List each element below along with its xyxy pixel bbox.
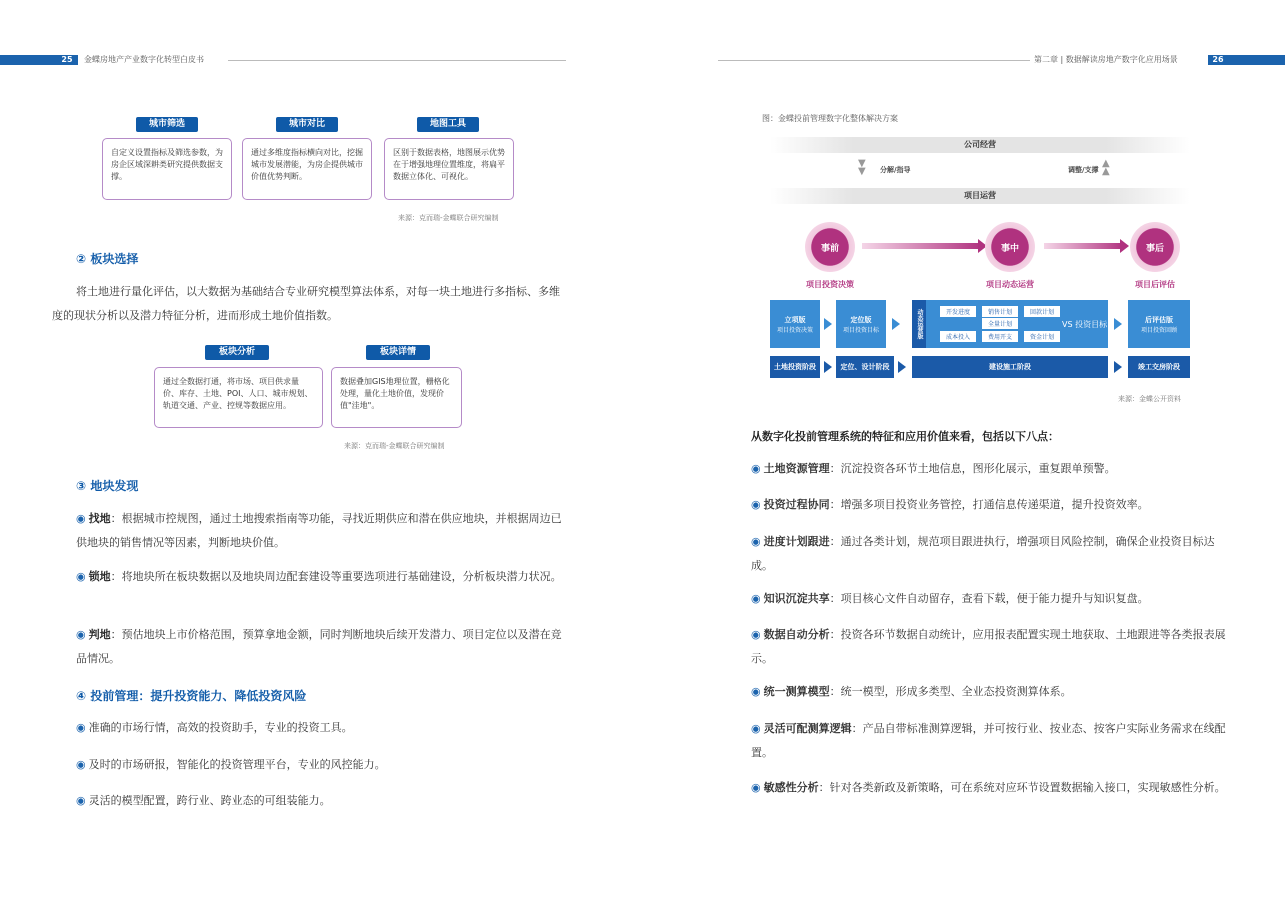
point-text: ：投资各环节数据自动统计，应用报表配置实现土地获取、土地跟进等各类报表展示。 — [751, 628, 1226, 665]
point-item — [751, 717, 1231, 765]
box-title: 后评估版 — [1145, 315, 1173, 324]
point-text: ：产品自带标准测算逻辑，并可按行业、按业态、按客户实际业务需求在线配置。 — [751, 722, 1226, 759]
section4-item-1: ◉ 准确的市场行情，高效的投资助手，专业的投资工具。 — [76, 721, 353, 734]
point-term: 投资过程协同 — [763, 498, 830, 511]
down-label: 分解/指导 — [880, 166, 911, 174]
item-term: 判地 — [88, 628, 111, 641]
point-term: 敏感性分析 — [763, 781, 819, 794]
up-arrow-icon: ▲ ▲ — [1102, 158, 1110, 177]
dynamic-label: 动态运营版 — [912, 300, 926, 348]
left-running-title: 金蝶房地产产业数字化转型白皮书 — [84, 55, 204, 64]
bullet-icon: ◉ — [751, 535, 761, 548]
source-note-2: 来源：克而瑞-金蝶联合研究编制 — [344, 442, 445, 450]
box-title: 立项版 — [784, 315, 806, 324]
chevron-right-icon — [824, 318, 832, 330]
point-term: 统一测算模型 — [763, 685, 830, 698]
stage-delivery: 竣工交房阶段 — [1128, 356, 1190, 378]
section2-text: 将土地进行量化评估，以大数据为基础结合专业研究模型算法体系，对每一块土地进行多指标、多维度的现状分析以及潜力特征分析，进而形成土地价值指数。 — [52, 285, 560, 322]
stage-construction: 建设施工阶段 — [912, 356, 1108, 378]
tool-box-map: 区别于数据表格，地图展示优势在于增强地理位置维度，将扁平数据立体化、可视化。 — [384, 138, 514, 200]
point-text: ：项目核心文件自动留存，查看下载，便于能力提升与知识复盘。 — [829, 592, 1149, 605]
right-page-number: 26 — [1208, 55, 1228, 65]
section3-item-lock — [76, 565, 566, 589]
mini-zijin: 资金计划 — [1024, 331, 1060, 342]
box-sub: 项目投资目标 — [842, 326, 879, 334]
bullet-icon: ◉ — [76, 758, 86, 771]
section4-heading: ④ 投前管理：提升投资能力、降低投资风险 — [76, 689, 307, 703]
arrowhead-icon — [1120, 239, 1129, 253]
bullet-icon: ◉ — [751, 462, 761, 475]
figure-caption: 图：金蝶投前管理数字化整体解决方案 — [762, 114, 898, 123]
point-item — [751, 623, 1231, 671]
mini-kaifa: 开发进度 — [940, 306, 976, 317]
section2-heading: ② 板块选择 — [76, 252, 139, 266]
band-company-ops: 公司经营 — [770, 137, 1190, 153]
tool-box-city-compare: 通过多维度指标横向对比，挖掘城市发展潜能，为房企提供城市价值优势判断。 — [242, 138, 372, 200]
box-sub: 项目投资回顾 — [1140, 326, 1177, 334]
item-term: 找地 — [88, 512, 111, 525]
block-title-detail: 板块详情 — [366, 345, 430, 360]
tool-title-city-compare: 城市对比 — [276, 117, 338, 132]
point-term: 土地资源管理 — [763, 462, 830, 475]
point-term: 灵活可配测算逻辑 — [763, 722, 852, 735]
section4-item-2: ◉ 及时的市场研报，智能化的投资管理平台，专业的风控能力。 — [76, 758, 386, 771]
point-item — [751, 458, 1231, 480]
phase-label-during: 项目动态运营 — [986, 280, 1034, 289]
chevron-right-icon — [1114, 318, 1122, 330]
phase-label-before: 项目投资决策 — [806, 280, 854, 289]
bullet-icon: ◉ — [751, 781, 761, 794]
point-item — [751, 776, 1231, 800]
band-project-ops: 项目运营 — [770, 188, 1190, 204]
block-title-analysis: 板块分析 — [205, 345, 269, 360]
phase-circle-before: 事前 — [805, 222, 855, 272]
point-text: ：沉淀投资各环节土地信息，图形化展示，重复跟单预警。 — [829, 462, 1116, 475]
right-header-rule — [718, 60, 1030, 61]
left-page-number: 25 — [58, 55, 76, 65]
mini-chengben: 成本投入 — [940, 331, 976, 342]
tool-box-city-filter: 自定义设置指标及筛选参数，为房企区域深耕类研究提供数据支撑。 — [102, 138, 232, 200]
box-dingwei — [836, 300, 886, 348]
summary-heading: 从数字化投前管理系统的特征和应用价值来看，包括以下八点： — [751, 430, 1059, 443]
block-box-detail: 数据叠加GIS地理位置，栅格化处理，量化土地价值，发现价值"洼地"。 — [331, 367, 462, 428]
section3-heading: ③ 地块发现 — [76, 479, 139, 493]
bullet-icon: ◉ — [751, 592, 761, 605]
bullet-icon: ◉ — [751, 628, 761, 641]
chevron-right-icon — [824, 361, 832, 373]
bullet-icon: ◉ — [76, 512, 86, 525]
right-running-title: 第二章 | 数据解读房地产数字化应用场景 — [1034, 55, 1178, 64]
item-term: 锁地 — [88, 570, 111, 583]
point-item — [751, 588, 1231, 610]
vs-label: VS 投资目标 — [1062, 320, 1108, 329]
phase-circle-during: 事中 — [985, 222, 1035, 272]
bullet-icon: ◉ — [76, 721, 86, 734]
box-lixiang — [770, 300, 820, 348]
section4-item-3: ◉ 灵活的模型配置，跨行业、跨业态的可组装能力。 — [76, 794, 331, 807]
box-sub: 项目投资决策 — [776, 326, 813, 334]
bullet-icon: ◉ — [751, 722, 761, 735]
phase-circle-after: 事后 — [1130, 222, 1180, 272]
mini-quanliang: 全量计划 — [982, 318, 1018, 329]
point-term: 知识沉淀共享 — [763, 592, 830, 605]
mini-feiyong: 费用开支 — [982, 331, 1018, 342]
mini-xiaoshou: 销售计划 — [982, 306, 1018, 317]
point-text: ：统一模型，形成多类型、全业态投资测算体系。 — [829, 685, 1072, 698]
box-title: 定位版 — [850, 315, 872, 324]
section3-item-find — [76, 507, 566, 555]
bullet-icon: ◉ — [76, 628, 86, 641]
stage-land: 土地投资阶段 — [770, 356, 820, 378]
up-label: 调整/支撑 — [1068, 166, 1099, 174]
point-text: ：针对各类新政及新策略，可在系统对应环节设置数据输入接口，实现敏感性分析。 — [818, 781, 1226, 794]
box-houping — [1128, 300, 1190, 348]
chevron-right-icon — [898, 361, 906, 373]
bullet-icon: ◉ — [751, 685, 761, 698]
point-item — [751, 494, 1231, 516]
phase-arrow-1 — [862, 243, 982, 249]
tool-title-city-filter: 城市筛选 — [136, 117, 198, 132]
item-text: ：根据城市控规图，通过土地搜索指南等功能，寻找近期供应和潜在供应地块，并根据周边已供地块的销售情况等因素，判断地块价值。 — [76, 512, 562, 549]
section3-item-judge — [76, 623, 566, 671]
mini-huikuan: 回款计划 — [1024, 306, 1060, 317]
tool-title-map: 地图工具 — [417, 117, 479, 132]
source-note-1: 来源：克而瑞-金蝶联合研究编制 — [398, 214, 499, 222]
point-text: ：增强多项目投资业务管控，打通信息传递渠道，提升投资效率。 — [829, 498, 1149, 511]
bullet-icon: ◉ — [751, 498, 761, 511]
item-text: ：将地块所在板块数据以及地块周边配套建设等重要选项进行基础建设，分析板块潜力状况。 — [110, 570, 562, 583]
left-header-rule — [228, 60, 566, 61]
point-term: 数据自动分析 — [763, 628, 830, 641]
point-text: ：通过各类计划，规范项目跟进执行，增强项目风险控制，确保企业投资目标达成。 — [751, 535, 1215, 572]
point-item — [751, 530, 1231, 578]
bullet-icon: ◉ — [76, 794, 86, 807]
point-item — [751, 681, 1231, 703]
chevron-right-icon — [1114, 361, 1122, 373]
block-box-analysis: 通过全数据打通，将市场、项目供求量价、库存、土地、POI、人口、城市规划、轨道交通、产业、控规等数据应用。 — [154, 367, 323, 428]
stage-design: 定位、设计阶段 — [836, 356, 894, 378]
bullet-icon: ◉ — [76, 570, 86, 583]
chevron-right-icon — [892, 318, 900, 330]
point-term: 进度计划跟进 — [763, 535, 830, 548]
phase-label-after: 项目后评估 — [1135, 280, 1175, 289]
phase-arrow-2 — [1044, 243, 1124, 249]
item-text: ：预估地块上市价格范围，预算拿地金额，同时判断地块后续开发潜力、项目定位以及潜在竞品情况。 — [76, 628, 562, 665]
down-arrow-icon: ▼ ▼ — [858, 158, 866, 177]
figure-source: 来源：金蝶公开资料 — [1118, 395, 1181, 403]
